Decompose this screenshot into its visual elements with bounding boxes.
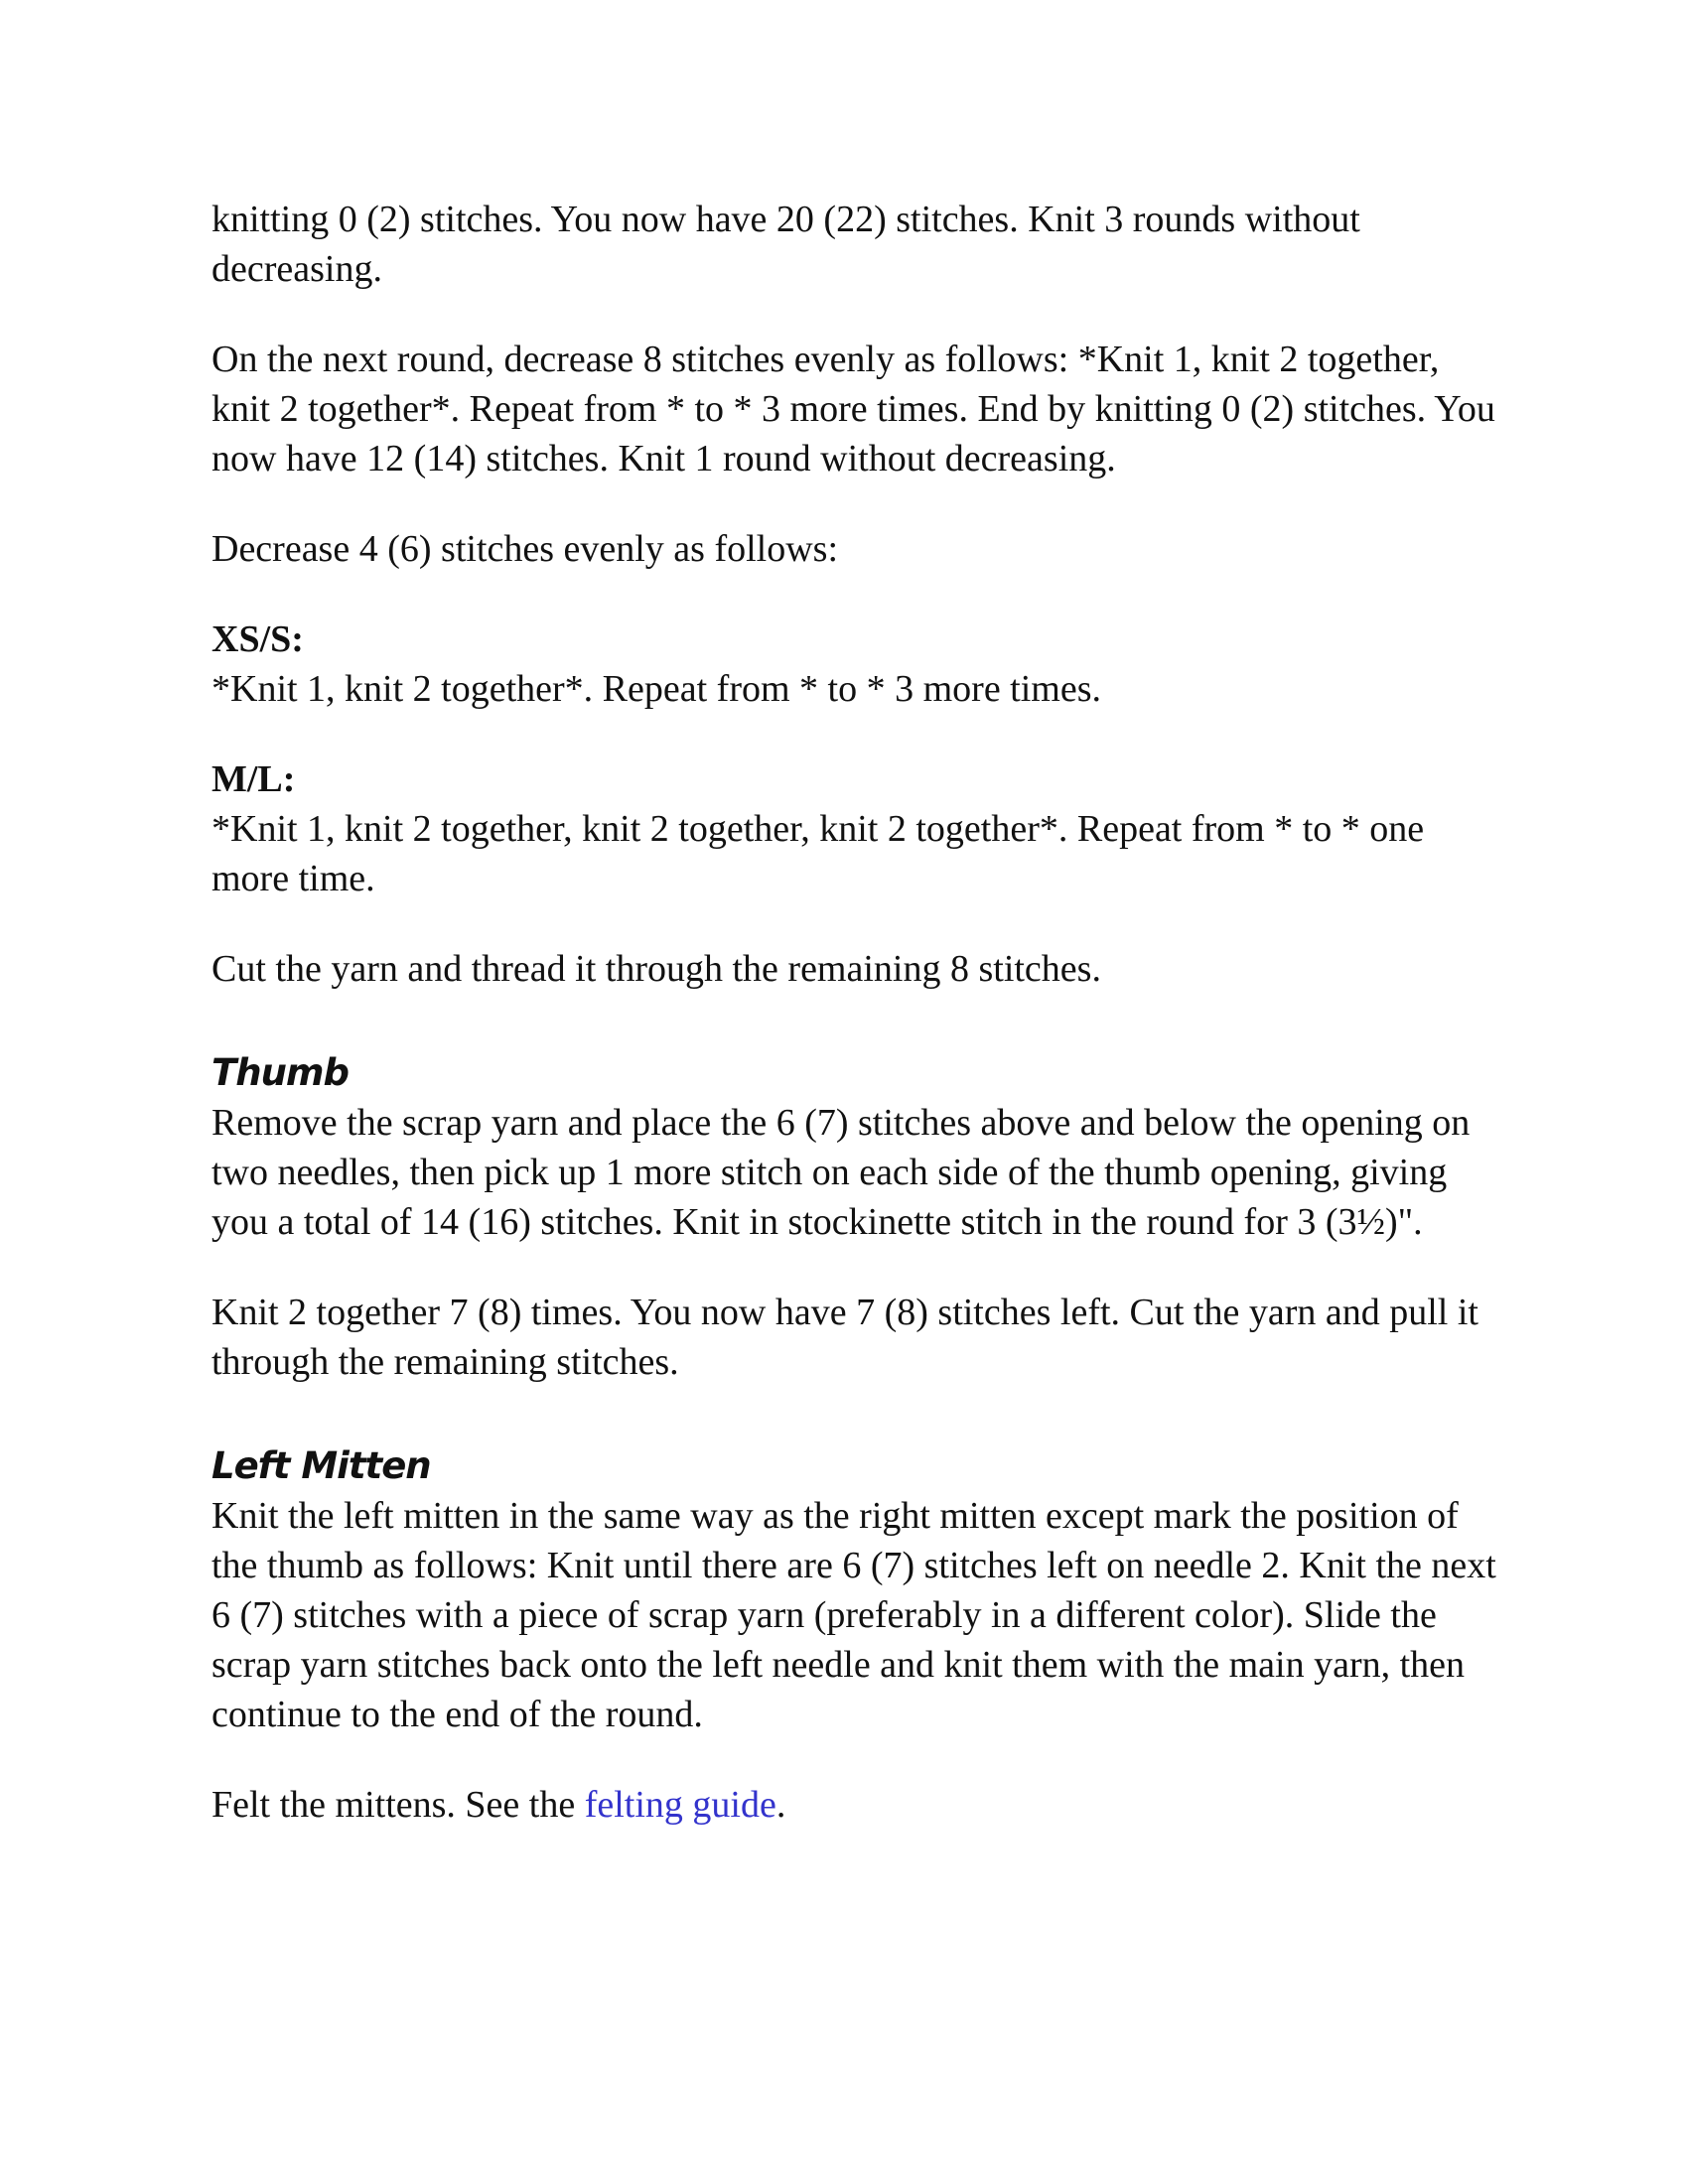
felt-text-after: . <box>775 1784 786 1826</box>
document-page <box>211 195 1502 1870</box>
size-xs-s-instructions: *Knit 1, knit 2 together*. Repeat from * to * 3 more times. <box>211 668 1102 710</box>
thumb-section <box>211 1048 1502 1387</box>
paragraph-cut-yarn: Cut the yarn and thread it through the remaining 8 stitches. <box>211 948 1101 990</box>
thumb-paragraph-pickup: Remove the scrap yarn and place the 6 (7) stitches above and below the opening on two needles, then pick up 1 more stitch on each side of the thumb opening, giving you a total of 14 (16) stitches. Knit in stockinette stitch in the round for 3 (3½)". <box>211 1102 1471 1243</box>
size-m-l-instructions: *Knit 1, knit 2 together, knit 2 together, knit 2 together*. Repeat from * to * one more time. <box>211 808 1425 899</box>
left-mitten-heading: Left Mitten <box>211 1444 431 1487</box>
felt-text-before: Felt the mittens. See the <box>211 1784 585 1826</box>
left-mitten-section <box>211 1441 1502 1830</box>
felt-paragraph <box>211 1780 1502 1830</box>
felting-guide-link[interactable]: felting guide <box>584 1784 776 1826</box>
size-xs-s-block <box>211 614 1502 714</box>
size-m-l-block <box>211 754 1502 903</box>
paragraph-decrease-rounds: knitting 0 (2) stitches. You now have 20 (22) stitches. Knit 3 rounds without decreasing. <box>211 199 1360 290</box>
left-mitten-paragraph: Knit the left mitten in the same way as the right mitten except mark the position of the thumb as follows: Knit until there are 6 (7) stitches left on needle 2. Knit the next 6 (7) stitches with a piece of scrap yarn (preferably in a different color). Slide the scrap yarn stitches back onto the left needle and knit them with the main yarn, then continue to the end of the round. <box>211 1495 1496 1735</box>
paragraph-decrease-4-6: Decrease 4 (6) stitches evenly as follows: <box>211 528 839 570</box>
size-m-l-label: M/L: <box>211 758 296 800</box>
paragraph-decrease-8: On the next round, decrease 8 stitches evenly as follows: *Knit 1, knit 2 together, knit 2 together*. Repeat from * to * 3 more times. End by knitting 0 (2) stitches. You now have 12 (14) stitches. Knit 1 round without decreasing. <box>211 339 1495 479</box>
thumb-heading: Thumb <box>211 1051 349 1094</box>
thumb-paragraph-finish: Knit 2 together 7 (8) times. You now have 7 (8) stitches left. Cut the yarn and pull it through the remaining stitches. <box>211 1292 1478 1383</box>
size-xs-s-label: XS/S: <box>211 618 304 660</box>
